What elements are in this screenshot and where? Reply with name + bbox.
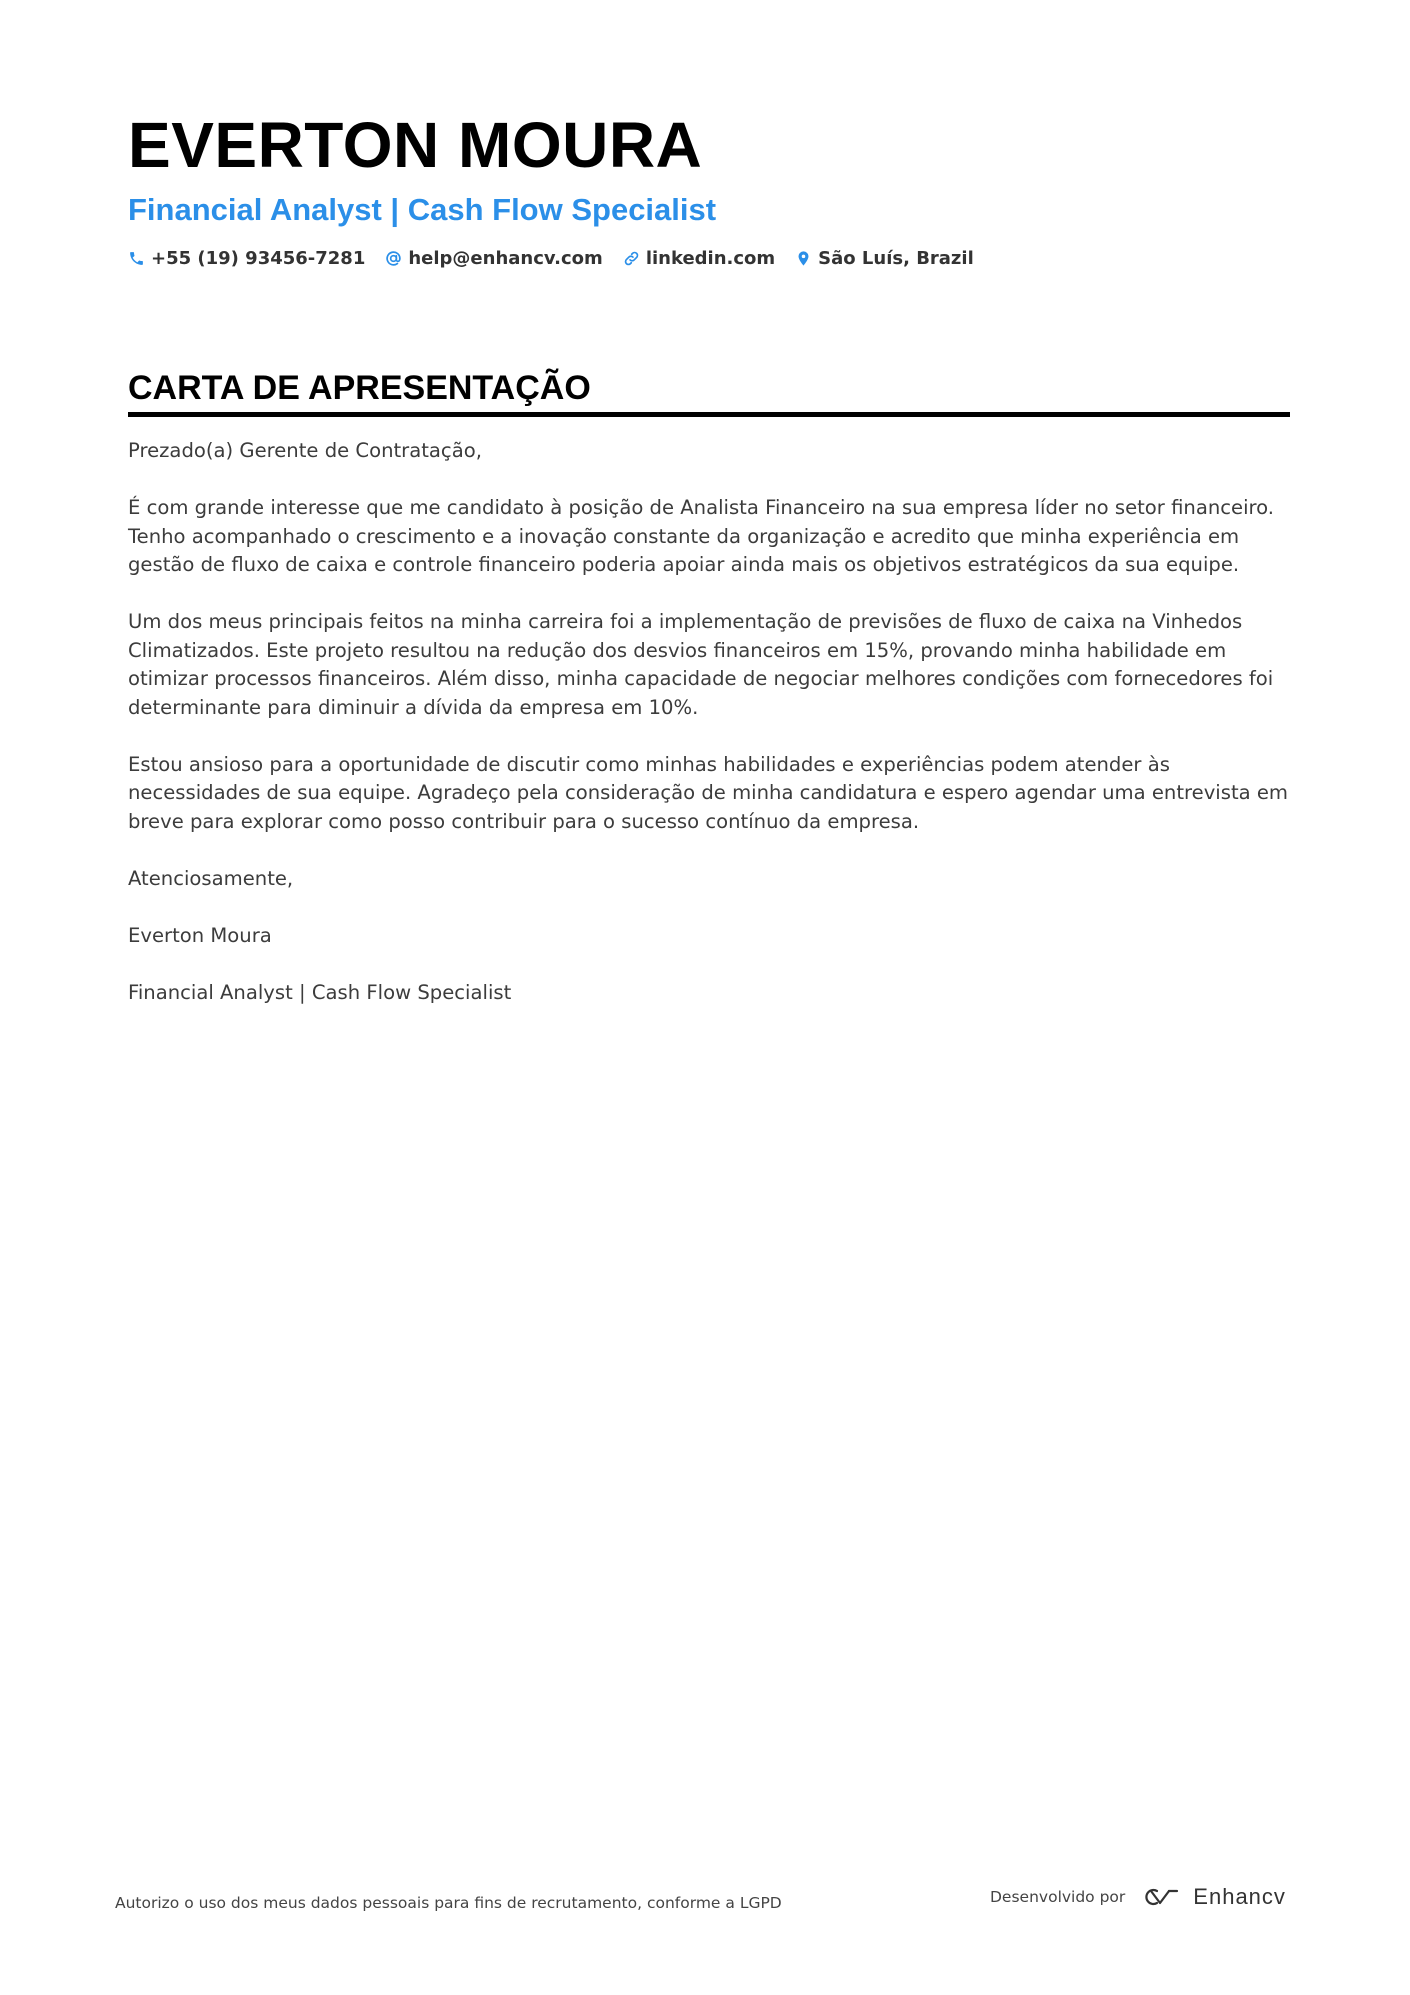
consent-note: Autorizo o uso dos meus dados pessoais para fins de recrutamento, conforme a LGPD bbox=[115, 1894, 782, 1912]
location-text: São Luís, Brazil bbox=[818, 248, 974, 269]
signature-name: Everton Moura bbox=[128, 923, 272, 947]
phone-text: +55 (19) 93456-7281 bbox=[151, 248, 366, 269]
letter-paragraph: É com grande interesse que me candidato à posição de Analista Financeiro na sua empresa líder no setor financeiro. Tenho acompanhado o crescimento e a inovação constante da organização e acredito que minha experiência em gestão de fluxo de caixa e controle financeiro poderia apoiar ainda mais os objetivos estratégicos da sua equipe. bbox=[128, 496, 1275, 576]
section-title: CARTA DE APRESENTAÇÃO bbox=[128, 366, 1290, 417]
powered-by-label: Desenvolvido por bbox=[990, 1888, 1126, 1906]
linkedin-text[interactable]: linkedin.com bbox=[645, 248, 776, 269]
email-text[interactable]: help@enhancv.com bbox=[408, 248, 603, 269]
contact-location bbox=[795, 248, 974, 269]
contact-list bbox=[128, 248, 1288, 269]
letter-closing: Atenciosamente, bbox=[128, 866, 294, 890]
candidate-name: EVERTON MOURA bbox=[128, 109, 703, 181]
header bbox=[128, 108, 1288, 269]
powered-by[interactable] bbox=[990, 1884, 1290, 1910]
signature-title: Financial Analyst | Cash Flow Specialist bbox=[128, 980, 512, 1004]
candidate-title: Financial Analyst | Cash Flow Specialist bbox=[128, 192, 717, 227]
cover-letter-section bbox=[128, 366, 1290, 1036]
location-pin-icon bbox=[795, 250, 812, 267]
enhancv-logo-icon bbox=[1137, 1884, 1183, 1910]
letter-greeting: Prezado(a) Gerente de Contratação, bbox=[128, 439, 482, 462]
enhancv-brand: Enhancv bbox=[1193, 1884, 1286, 1909]
at-icon bbox=[385, 250, 402, 267]
link-icon bbox=[623, 250, 640, 267]
letter-body bbox=[128, 437, 1290, 1007]
contact-linkedin[interactable] bbox=[623, 248, 775, 269]
contact-phone bbox=[128, 248, 365, 269]
contact-email[interactable] bbox=[385, 248, 602, 269]
letter-paragraph: Estou ansioso para a oportunidade de discutir como minhas habilidades e experiências podem atender às necessidades de sua equipe. Agradeço pela consideração de minha candidatura e espero agendar uma entrevista em breve para explorar como posso contribuir para o sucesso contínuo da empresa. bbox=[128, 752, 1289, 833]
phone-icon bbox=[128, 250, 145, 267]
letter-paragraph: Um dos meus principais feitos na minha carreira foi a implementação de previsões de fluxo de caixa na Vinhedos Climatizados. Este projeto resultou na redução dos desvios financeiros em 15%, provando minha habilidade em otimizar processos financeiros. Além disso, minha capacidade de negociar melhores condições com fornecedores foi determinante para diminuir a dívida da empresa em 10%. bbox=[128, 610, 1274, 719]
